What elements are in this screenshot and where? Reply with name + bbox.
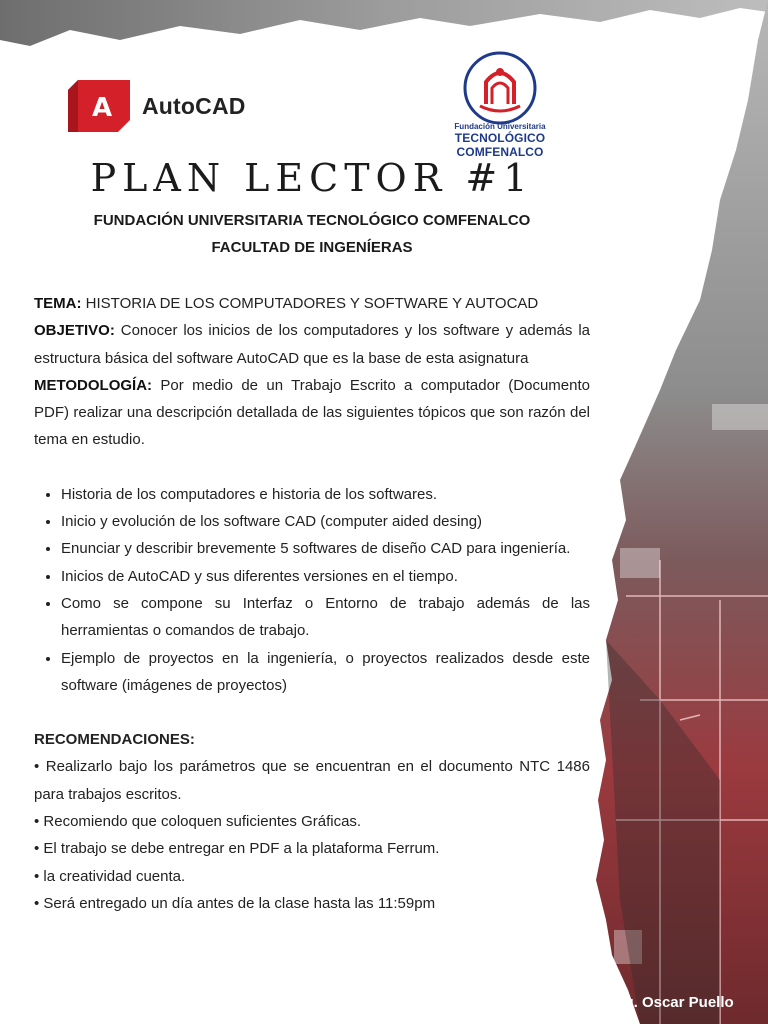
recommendation-item: • Será entregado un día antes de la clase hasta las 11:59pm	[34, 894, 436, 912]
list-item: • Enunciar y describir brevemente 5 softwares de diseño CAD para ingeniería.	[61, 535, 590, 562]
institution-name-line2: TECNOLÓGICO COMFENALCO	[454, 131, 546, 159]
objetivo-paragraph	[34, 317, 590, 372]
recommendation-item: • El trabajo se debe entregar en PDF a la plataforma Ferrum.	[34, 840, 440, 858]
header-university: FUNDACIÓN UNIVERSITARIA TECNOLÓGICO COMFENALCO	[93, 212, 531, 229]
list-item: • Inicio y evolución de los software CAD (computer aided desing)	[61, 508, 590, 535]
tema-text: HISTORIA DE LOS COMPUTADORES Y SOFTWARE Y AUTOCAD	[81, 295, 539, 312]
recommendation-item: • Recomiendo que coloquen suficientes Gráficas.	[34, 813, 362, 831]
objetivo-label: OBJETIVO:	[34, 322, 115, 340]
list-item: • Como se compone su Interfaz o Entorno de trabajo además de las herramientas o comandos de trabajo.	[61, 590, 590, 645]
recommendations-heading: RECOMENDACIONES:	[34, 731, 195, 749]
metodologia-label: METODOLOGÍA:	[34, 376, 153, 394]
recommendation-item: • Realizarlo bajo los parámetros que se encuentran en el documento NTC 1486 para trabajos escritos.	[34, 758, 590, 803]
institution-logo	[410, 50, 590, 159]
autocad-wordmark: AutoCAD	[142, 92, 246, 119]
recommendation-item: • la creatividad cuenta.	[34, 867, 186, 885]
tema-paragraph	[34, 290, 590, 317]
list-item: • Historia de los computadores e historia de los softwares.	[61, 481, 590, 508]
metodologia-paragraph	[34, 372, 590, 454]
topics-list	[34, 481, 590, 699]
list-item: • Inicios de AutoCAD y sus diferentes versiones en el tiempo.	[61, 563, 590, 590]
institution-name-line1: Fundación Universitaria	[454, 122, 546, 131]
page-title: PLAN LECTOR #1	[90, 156, 534, 200]
header-faculty: FACULTAD DE INGENÍERAS	[211, 239, 413, 256]
objetivo-text: Conocer los inicios de los computadores y los software y además la estructura básica del software AutoCAD que es la base de esta asignatura	[34, 322, 590, 367]
spacer	[34, 699, 590, 726]
autocad-logo	[68, 80, 246, 132]
docente-signature: Docente: Arq. Oscar Puello	[540, 994, 734, 1011]
metodologia-text: Por medio de un Trabajo Escrito a computador (Documento PDF) realizar una descripción detallada de las siguientes tópicos que son razón del tema en estudio.	[34, 376, 590, 449]
document-body	[34, 290, 590, 917]
tema-label: TEMA:	[34, 295, 82, 312]
autocad-logo-icon	[68, 80, 130, 132]
autocad-mark-letter: A	[91, 93, 113, 123]
spacer	[34, 454, 590, 481]
list-item: • Ejemplo de proyectos en la ingeniería, o proyectos realizados desde este software (imágenes de proyectos)	[61, 645, 590, 700]
institution-seal-icon	[462, 50, 538, 126]
